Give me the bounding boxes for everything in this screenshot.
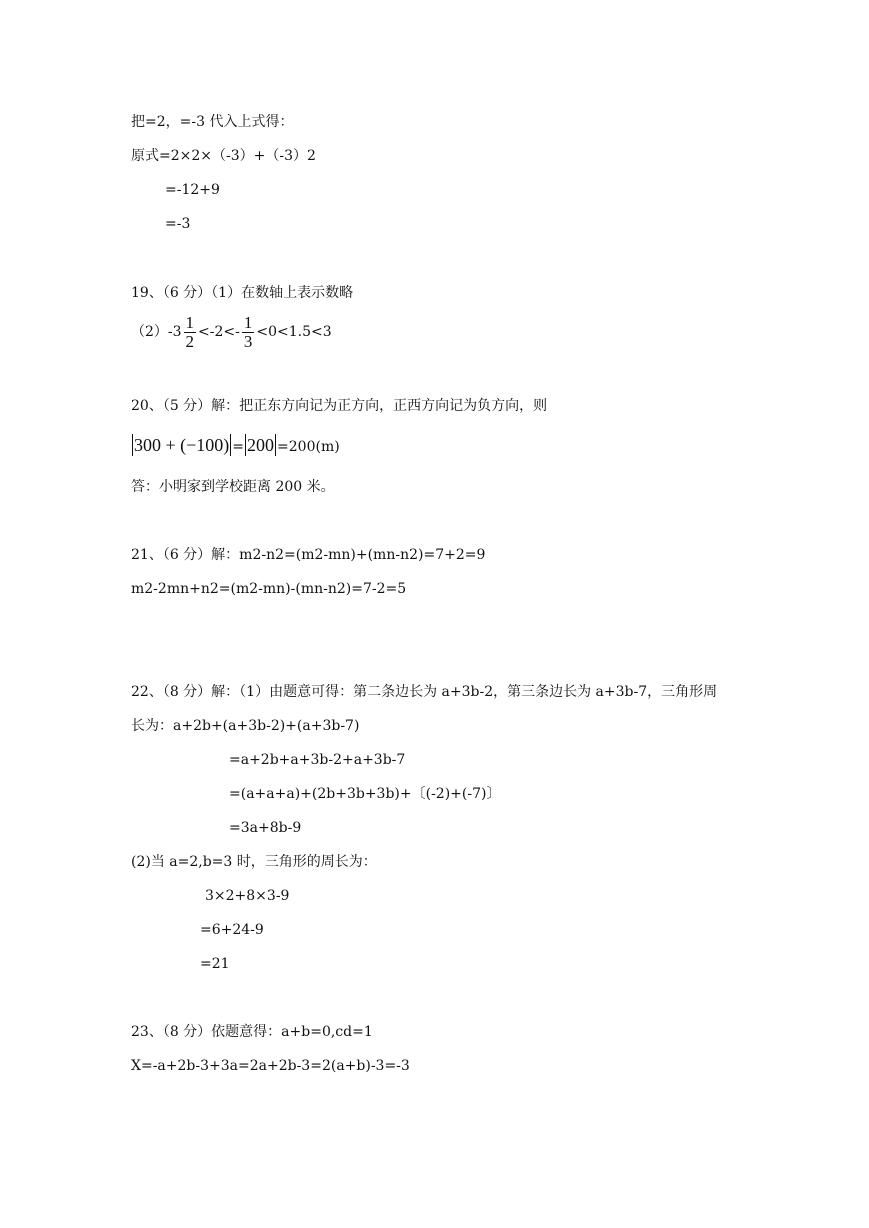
question-20-answer: 答：小明家到学校距离 200 米。 — [131, 479, 335, 495]
question-22-line-5: =3a+8b-9 — [229, 820, 302, 836]
expression-result: =200(m) — [277, 439, 340, 455]
question-22-line-4: =(a+a+a)+(2b+3b+3b)+〔(-2)+(-7)〕 — [229, 786, 501, 802]
equals-sign: = — [232, 439, 245, 455]
fraction-one-half: $\frac{1}{2}$ — [185, 312, 195, 351]
inequality-prefix: （2）-3 — [131, 324, 182, 340]
fraction-one-third: $\frac{1}{3}$ — [243, 312, 253, 351]
question-22-line-3: =a+2b+a+3b-2+a+3b-7 — [229, 752, 406, 768]
question-20-heading: 20、（5 分）解：把正东方向记为正方向，正西方向记为负方向，则 — [131, 398, 548, 414]
question-22-line-8: =6+24-9 — [200, 922, 264, 938]
text-line: 把=2，=-3 代入上式得： — [131, 114, 294, 130]
text-line: 原式=2×2×（-3）+（-3）2 — [131, 148, 316, 164]
inequality-tail: <0<1.5<3 — [256, 324, 332, 340]
question-22-line-7: 3×2+8×3-9 — [205, 888, 290, 904]
abs-bar-left — [245, 434, 246, 456]
abs-bar-left — [132, 434, 133, 456]
question-19-heading: 19、（6 分）（1）在数轴上表示数略 — [131, 285, 354, 301]
text-line: =-12+9 — [165, 182, 220, 198]
question-22-line-2: 长为：a+2b+(a+3b-2)+(a+3b-7) — [131, 718, 360, 734]
question-19-part2 — [131, 312, 332, 352]
question-22-line-6: (2)当 a=2,b=3 时，三角形的周长为： — [131, 854, 377, 870]
question-21-line-2: m2-2mn+n2=(m2-mn)-(mn-n2)=7-2=5 — [131, 581, 407, 597]
text-line: =-3 — [165, 216, 191, 232]
abs-bar-right — [275, 434, 276, 456]
question-22-line-9: =21 — [200, 956, 230, 972]
question-22-line-1: 22、（8 分）解：（1）由题意可得：第二条边长为 a+3b-2，第三条边长为 a+3b-7，三角形周 — [131, 684, 718, 700]
question-23-line-2: X=-a+2b-3+3a=2a+2b-3=2(a+b)-3=-3 — [131, 1058, 410, 1074]
question-20-expression — [131, 432, 340, 460]
abs-expression-1: 300 + (−100) — [134, 435, 230, 455]
inequality-middle: <-2<- — [198, 324, 240, 340]
question-23-line-1: 23、（8 分）依题意得：a+b=0,cd=1 — [131, 1024, 373, 1040]
question-21-line-1: 21、（6 分）解：m2-n2=(m2-mn)+(mn-n2)=7+2=9 — [131, 547, 486, 563]
abs-expression-2: 200 — [247, 435, 275, 455]
